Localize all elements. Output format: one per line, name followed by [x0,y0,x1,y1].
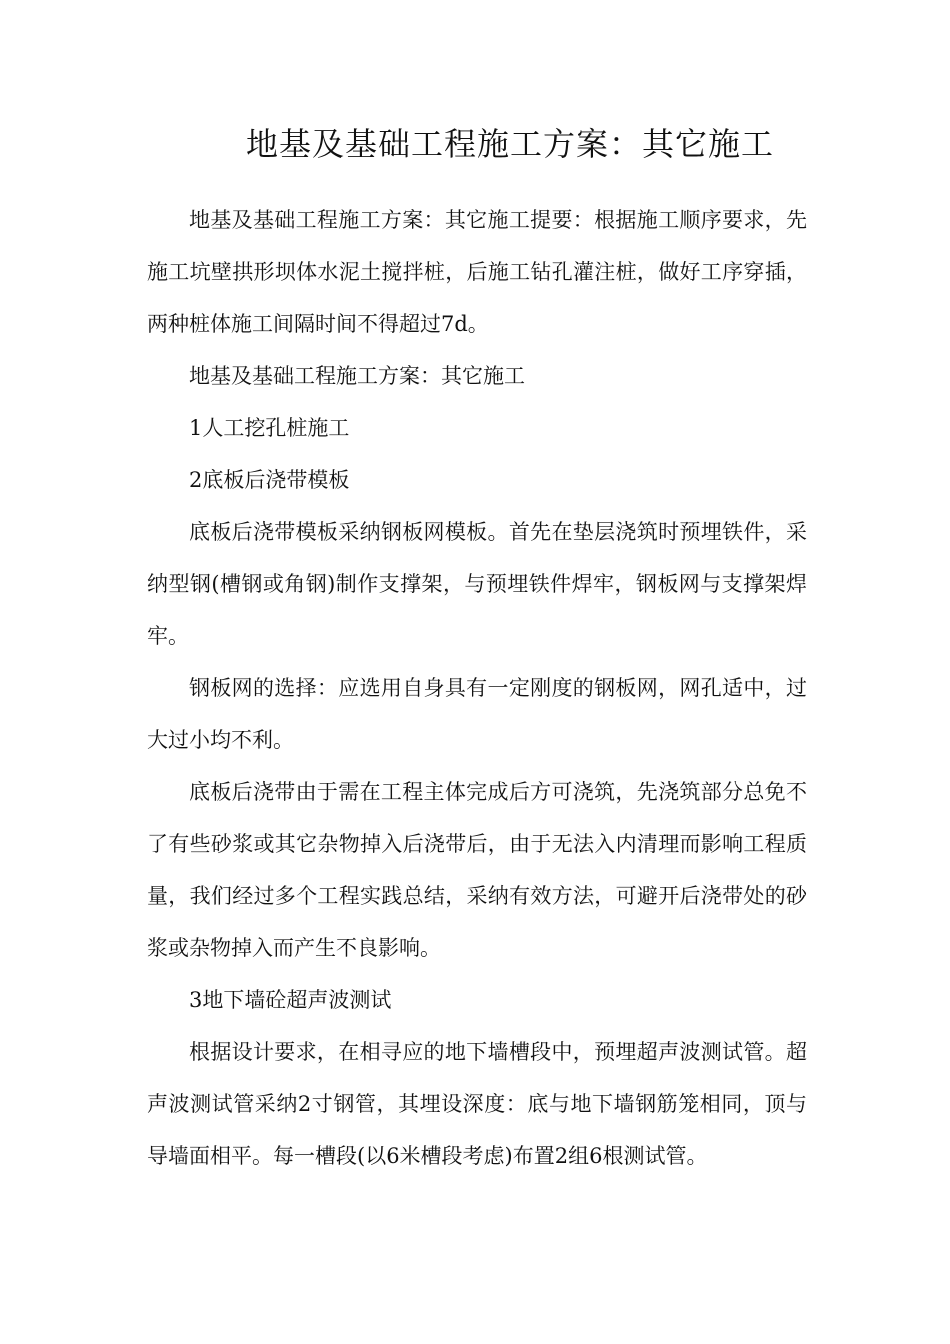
section-heading-3: 3地下墙砼超声波测试 [189,988,392,1012]
paragraph-formwork: 底板后浇带模板采纳钢板网模板。首先在垫层浇筑时预埋铁件，采纳型钢(槽钢或角钢)制作支撑架，与预埋铁件焊牢，钢板网与支撑架焊牢。 [147,520,807,648]
paragraph-heading-repeat: 地基及基础工程施工方案：其它施工 [189,364,525,388]
paragraph-summary: 地基及基础工程施工方案：其它施工提要：根据施工顺序要求，先施工坑壁拱形坝体水泥土搅拌桩，后施工钻孔灌注桩，做好工序穿插，两种桩体施工间隔时间不得超过7d。 [147,208,807,336]
document-body [147,194,807,1182]
section-heading-2: 2底板后浇带模板 [189,468,350,492]
paragraph-mesh-selection: 钢板网的选择：应选用自身具有一定刚度的钢板网，网孔适中，过大过小均不利。 [147,676,807,752]
document-title: 地基及基础工程施工方案：其它施工 [245,125,774,163]
paragraph-post-pour-strip: 底板后浇带由于需在工程主体完成后方可浇筑，先浇筑部分总免不了有些砂浆或其它杂物掉入后浇带后，由于无法入内清理而影响工程质量，我们经过多个工程实践总结，采纳有效方法，可避开后浇带处的砂浆或杂物掉入而产生不良影响。 [147,780,807,960]
paragraph-ultrasonic-test: 根据设计要求，在相寻应的地下墙槽段中，预埋超声波测试管。超声波测试管采纳2寸钢管，其埋设深度：底与地下墙钢筋笼相同，顶与导墙面相平。每一槽段(以6米槽段考虑)布置2组6根测试管。 [147,1040,807,1168]
section-heading-1: 1人工挖孔桩施工 [189,416,350,440]
